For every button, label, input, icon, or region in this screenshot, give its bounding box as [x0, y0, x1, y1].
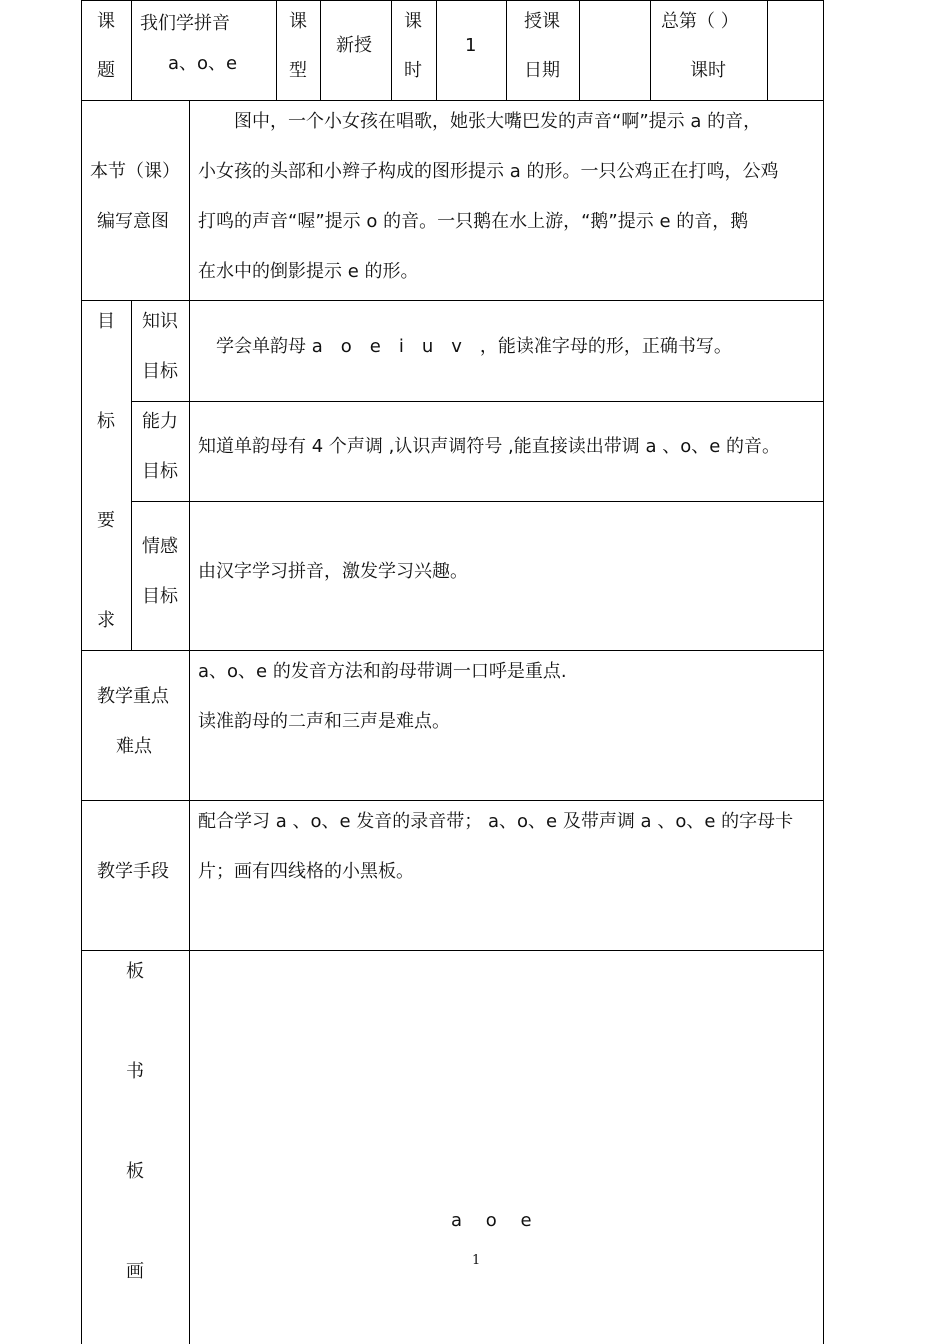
hours-label-2: 时	[404, 60, 422, 81]
type-value: 新授	[336, 35, 372, 56]
col-divider	[276, 0, 277, 100]
topic-label-1: 课	[97, 11, 115, 32]
topic-title: 我们学拼音	[140, 13, 230, 34]
topic-label-2: 题	[97, 60, 115, 81]
means-line-2: 片；画有四线格的小黑板。	[198, 861, 414, 882]
table-border-left	[81, 0, 82, 1344]
knowledge-text: 学会单韵母 a o e i u v ，能读准字母的形，正确书写。	[216, 336, 732, 357]
knowledge-label-1: 知识	[142, 311, 178, 332]
total-label-1: 总第（ ）	[661, 11, 739, 32]
emotion-label-2: 目标	[142, 586, 178, 607]
board-label-char: 板	[126, 1161, 144, 1182]
intent-line-2: 小女孩的头部和小辫子构成的图形提示 a 的形。一只公鸡正在打鸣，公鸡	[198, 161, 779, 182]
intent-line-4: 在水中的倒影提示 e 的形。	[198, 261, 419, 282]
board-content: a o e	[451, 1210, 532, 1231]
means-label: 教学手段	[97, 861, 169, 882]
key-point-line-2: 读准韵母的二声和三声是难点。	[198, 711, 450, 732]
col-divider	[650, 0, 651, 100]
key-points-label-1: 教学重点	[97, 686, 169, 707]
table-border-top	[81, 0, 824, 1]
key-points-label-2: 难点	[116, 736, 152, 757]
intent-label-1: 本节（课）	[90, 161, 180, 182]
col-divider	[189, 100, 190, 1344]
goals-label-char: 求	[97, 610, 115, 631]
goals-label-char: 标	[97, 411, 115, 432]
hours-label-1: 课	[404, 11, 422, 32]
date-label-1: 授课	[524, 11, 560, 32]
key-point-line-1: a、o、e 的发音方法和韵母带调一口呼是重点.	[198, 661, 567, 682]
row-divider	[81, 800, 824, 801]
goals-label-char: 目	[97, 311, 115, 332]
col-divider	[391, 0, 392, 100]
row-divider	[131, 501, 824, 502]
col-divider	[436, 0, 437, 100]
intent-line-1: 图中，一个小女孩在唱歌，她张大嘴巴发的声音“啊”提示 a 的音，	[198, 111, 762, 132]
emotion-label-1: 情感	[142, 536, 178, 557]
topic-letters: a、o、e	[168, 53, 238, 74]
row-divider	[81, 300, 824, 301]
table-border-right	[823, 0, 824, 1344]
col-divider	[131, 300, 132, 650]
total-label-2: 课时	[690, 60, 726, 81]
date-label-2: 日期	[524, 60, 560, 81]
board-label-char: 书	[126, 1061, 144, 1082]
emotion-text: 由汉字学习拼音，激发学习兴趣。	[198, 561, 468, 582]
hours-value: 1	[465, 35, 477, 56]
col-divider	[131, 0, 132, 100]
row-divider	[81, 650, 824, 651]
ability-label-2: 目标	[142, 461, 178, 482]
intent-line-3: 打鸣的声音“喔”提示 o 的音。一只鹅在水上游，“鹅”提示 e 的音，鹅	[198, 211, 749, 232]
row-divider	[81, 100, 824, 101]
board-label-char: 画	[126, 1261, 144, 1282]
col-divider	[767, 0, 768, 100]
col-divider	[506, 0, 507, 100]
row-divider	[131, 401, 824, 402]
ability-label-1: 能力	[142, 411, 178, 432]
type-label-2: 型	[289, 60, 307, 81]
intent-label-2: 编写意图	[97, 211, 169, 232]
means-line-1: 配合学习 a 、o、e 发音的录音带； a、o、e 及带声调 a 、o、e 的字母卡	[198, 811, 794, 832]
knowledge-label-2: 目标	[142, 361, 178, 382]
ability-text: 知道单韵母有 4 个声调 ,认识声调符号 ,能直接读出带调 a 、o、e 的音。	[198, 436, 781, 457]
type-label-1: 课	[289, 11, 307, 32]
page-number: 1	[472, 1253, 481, 1268]
board-label-char: 板	[126, 961, 144, 982]
goals-label-char: 要	[97, 510, 115, 531]
col-divider	[579, 0, 580, 100]
row-divider	[81, 950, 824, 951]
col-divider	[320, 0, 321, 100]
